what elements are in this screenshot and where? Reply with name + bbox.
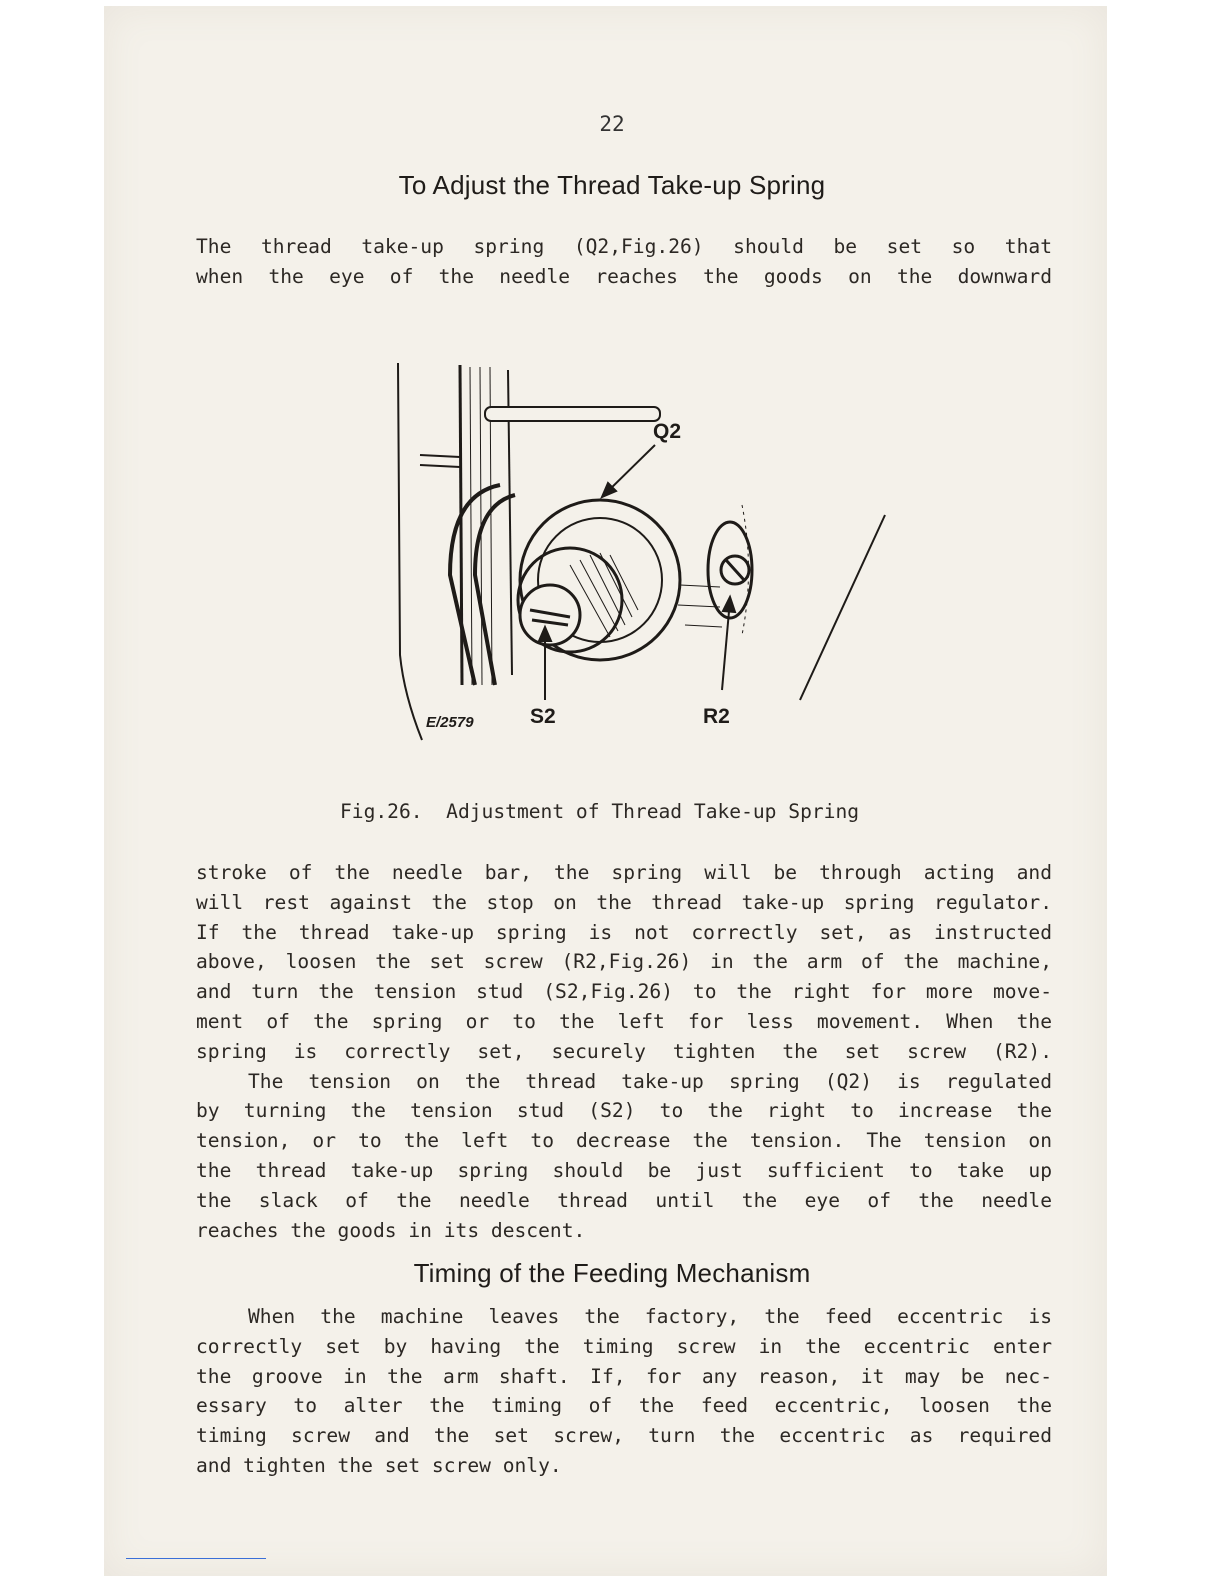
text-line: the slack of the needle thread until the eye of the needle [196, 1188, 1052, 1212]
text-line: above, loosen the set screw (R2,Fig.26) in the arm of the machine, [196, 950, 1052, 974]
arm-edge-line [800, 515, 885, 700]
body-paragraph [196, 858, 1052, 1245]
pin [420, 455, 460, 467]
text-line: essary to alter the timing of the feed eccentric, loosen the [196, 1394, 1052, 1418]
text-line: the thread take-up spring should be just sufficient to take up [196, 1158, 1052, 1182]
page-number: 22 [599, 112, 625, 136]
section-title-take-up-spring: To Adjust the Thread Take-up Spring [398, 170, 826, 200]
text-line: tension, or to the left to decrease the tension. The tension on [196, 1129, 1052, 1153]
text-line: reaches the goods in its descent. [196, 1218, 586, 1242]
label-s2: S2 [530, 705, 556, 728]
figure-caption [340, 800, 859, 823]
figure-illustration [390, 355, 910, 755]
machine-body-edge [398, 363, 422, 740]
text-line: the groove in the arm shaft. If, for any reason, it may be nec- [196, 1364, 1052, 1388]
label-r2: R2 [703, 705, 730, 728]
text-line: by turning the tension stud (S2) to the right to increase the [196, 1099, 1052, 1123]
text-line: ment of the spring or to the left for less movement. When the [196, 1009, 1052, 1033]
label-q2: Q2 [653, 420, 682, 443]
take-up-hook [450, 485, 515, 685]
text-line: will rest against the stop on the thread take-up spring regulator. [196, 890, 1052, 914]
text-line: spring is correctly set, securely tighten the set screw (R2). [196, 1039, 1052, 1063]
caption-number: Fig.26. [340, 800, 423, 823]
text-line: when the eye of the needle reaches the goods on the downward [196, 264, 1052, 288]
text-line: and turn the tension stud (S2,Fig.26) to the right for more move- [196, 980, 1052, 1004]
scan-edge-line [126, 1558, 266, 1559]
figure-code: E/2579 [426, 714, 474, 731]
text-line: timing screw and the set screw, turn the eccentric as required [196, 1424, 1052, 1448]
r2-arrow [722, 600, 730, 690]
intro-paragraph [196, 232, 1052, 292]
caption-text: Adjustment of Thread Take-up Spring [446, 800, 860, 823]
feeding-paragraph [196, 1302, 1052, 1481]
regulator-arm [485, 407, 660, 421]
text-line: The tension on the thread take-up spring (Q2) is regulated [248, 1069, 1052, 1093]
text-line: correctly set by having the timing screw in the eccentric enter [196, 1334, 1052, 1358]
text-line: and tighten the set screw only. [196, 1453, 562, 1477]
text-line: stroke of the needle bar, the spring will be through acting and [196, 861, 1052, 884]
needle-bar-outline [460, 365, 462, 685]
text-line: The thread take-up spring (Q2,Fig.26) should be set so that [196, 235, 1052, 258]
section-title-feeding-mechanism: Timing of the Feeding Mechanism [413, 1258, 811, 1288]
text-line: When the machine leaves the factory, the feed eccentric is [248, 1305, 1052, 1328]
text-line: If the thread take-up spring is not correctly set, as instructed [196, 920, 1052, 944]
